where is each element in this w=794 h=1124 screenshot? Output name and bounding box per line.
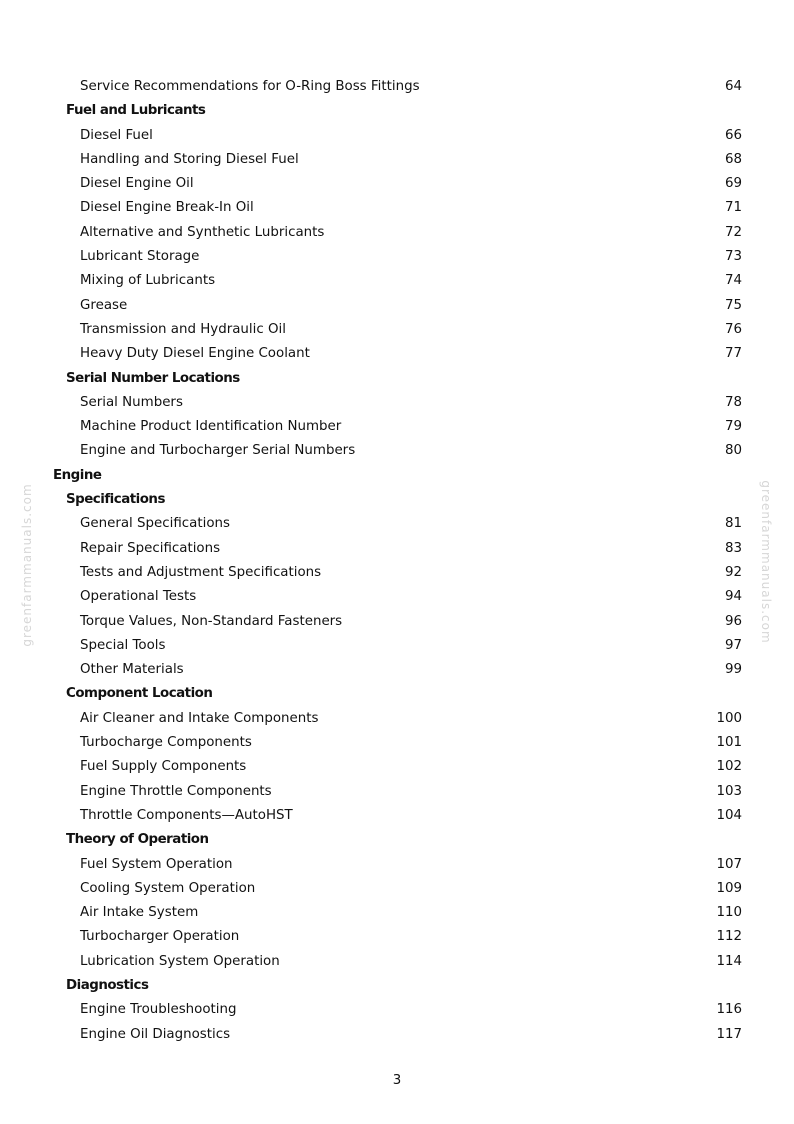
toc-page-number: 75 [724, 297, 742, 313]
toc-entry-title: Lubrication System Operation [80, 953, 280, 969]
toc-entry-title: Lubricant Storage [80, 249, 200, 265]
toc-entry-title: Service Recommendations for O-Ring Boss Fittings [80, 79, 420, 94]
toc-entry[interactable] [0, 245, 794, 269]
toc-page-number: 99 [724, 662, 742, 678]
toc-page-number: 100 [716, 710, 742, 726]
toc-page-number: 73 [724, 249, 742, 265]
toc-page-number: 102 [716, 759, 742, 775]
toc-entry[interactable] [0, 391, 794, 415]
toc-page-number: 116 [716, 1002, 742, 1018]
toc-page-number: 68 [724, 151, 742, 167]
toc-entry-title: Turbocharger Operation [80, 929, 240, 945]
watermark-left: greenfarmmanuals.com [20, 483, 34, 647]
toc-entry-title: Air Cleaner and Intake Components [80, 710, 319, 726]
toc-entry[interactable] [0, 221, 794, 245]
toc-entry-title: Specifications [66, 492, 165, 508]
toc-entry-title: Operational Tests [80, 589, 197, 605]
toc-entry-title: Serial Numbers [80, 394, 183, 410]
toc-entry-title: Torque Values, Non-Standard Fasteners [80, 613, 343, 629]
toc-page-number: 72 [724, 224, 742, 240]
toc-page-number: 80 [724, 443, 742, 459]
toc-entry[interactable] [0, 610, 794, 634]
toc-entry-title: Engine and Turbocharger Serial Numbers [80, 443, 356, 459]
toc-entry[interactable] [0, 901, 794, 925]
toc-entry-title: Diesel Engine Oil [80, 176, 194, 192]
toc-entry[interactable] [0, 755, 794, 779]
toc-entry[interactable] [0, 780, 794, 804]
toc-page-number: 107 [716, 856, 742, 872]
toc-page-number: 74 [724, 273, 742, 289]
toc-entry-title: Air Intake System [80, 905, 199, 921]
toc-entry[interactable] [0, 172, 794, 196]
toc-page-number: 78 [724, 394, 742, 410]
toc-entry-title: Diesel Fuel [80, 127, 153, 143]
toc-entry-title: Diagnostics [66, 977, 149, 993]
toc-page-number: 97 [724, 637, 742, 653]
toc-entry-title: Heavy Duty Diesel Engine Coolant [80, 346, 310, 362]
toc-entry-title: Engine Troubleshooting [80, 1002, 237, 1018]
toc-entry-title: Fuel Supply Components [80, 759, 247, 775]
toc-entry-title: Alternative and Synthetic Lubricants [80, 224, 325, 240]
toc-subsection[interactable] [0, 488, 794, 512]
toc-entry[interactable] [0, 634, 794, 658]
toc-page-number: 104 [716, 807, 742, 823]
toc-entry-title: Machine Product Identification Number [80, 419, 342, 435]
toc-section[interactable] [0, 464, 794, 488]
toc-entry[interactable] [0, 512, 794, 536]
toc-page-number: 76 [724, 321, 742, 337]
toc-page-number: 114 [716, 953, 742, 969]
toc-entry-title: Theory of Operation [66, 832, 209, 848]
toc-entry[interactable] [0, 1023, 794, 1047]
toc-entry-title: Engine [53, 467, 102, 483]
toc-page-number: 69 [724, 176, 742, 192]
toc-page-number: 92 [724, 564, 742, 580]
toc-entry[interactable] [0, 75, 794, 99]
toc-entry[interactable] [0, 148, 794, 172]
toc-entry-title: Transmission and Hydraulic Oil [80, 321, 286, 337]
toc-subsection[interactable] [0, 974, 794, 998]
toc-entry-title: Repair Specifications [80, 540, 221, 556]
toc-entry-title: Engine Oil Diagnostics [80, 1026, 231, 1042]
toc-entry-title: Cooling System Operation [80, 880, 256, 896]
toc-entry[interactable] [0, 269, 794, 293]
table-of-contents [0, 75, 794, 1047]
toc-page-number: 83 [724, 540, 742, 556]
toc-entry[interactable] [0, 342, 794, 366]
toc-page-number: 109 [716, 880, 742, 896]
toc-subsection[interactable] [0, 828, 794, 852]
toc-entry[interactable] [0, 925, 794, 949]
toc-entry[interactable] [0, 707, 794, 731]
toc-page-number: 79 [724, 419, 742, 435]
toc-page-number: 94 [724, 589, 742, 605]
toc-page-number: 81 [724, 516, 742, 532]
toc-entry-title: Turbocharge Components [80, 735, 252, 751]
toc-entry-title: Throttle Components—AutoHST [80, 807, 293, 823]
toc-subsection[interactable] [0, 682, 794, 706]
toc-page-number: 112 [716, 929, 742, 945]
toc-entry-title: Fuel System Operation [80, 856, 233, 872]
watermark-right: greenfarmmanuals.com [759, 480, 773, 644]
toc-entry[interactable] [0, 318, 794, 342]
toc-entry-title: Mixing of Lubricants [80, 273, 216, 289]
toc-entry[interactable] [0, 439, 794, 463]
toc-entry[interactable] [0, 294, 794, 318]
toc-entry-title: General Specifications [80, 516, 230, 532]
toc-entry[interactable] [0, 415, 794, 439]
toc-entry[interactable] [0, 731, 794, 755]
toc-subsection[interactable] [0, 367, 794, 391]
toc-page-number: 103 [716, 783, 742, 799]
toc-entry[interactable] [0, 998, 794, 1022]
toc-entry[interactable] [0, 877, 794, 901]
toc-subsection[interactable] [0, 99, 794, 123]
toc-entry[interactable] [0, 196, 794, 220]
toc-entry-title: Engine Throttle Components [80, 783, 272, 799]
toc-entry[interactable] [0, 585, 794, 609]
toc-entry[interactable] [0, 804, 794, 828]
page-number: 3 [392, 1073, 402, 1088]
toc-entry-title: Diesel Engine Break-In Oil [80, 200, 254, 216]
toc-entry-title: Fuel and Lubricants [66, 103, 206, 119]
toc-entry[interactable] [0, 124, 794, 148]
toc-entry[interactable] [0, 537, 794, 561]
toc-entry[interactable] [0, 658, 794, 682]
toc-page-number: 101 [716, 735, 742, 751]
toc-page-number: 110 [716, 905, 742, 921]
toc-entry-title: Serial Number Locations [66, 370, 240, 386]
toc-page-number: 64 [724, 79, 742, 94]
toc-page-number: 96 [724, 613, 742, 629]
toc-entry[interactable] [0, 853, 794, 877]
toc-entry-title: Tests and Adjustment Specifications [80, 564, 322, 580]
toc-entry-title: Other Materials [80, 662, 184, 678]
toc-page-number: 77 [724, 346, 742, 362]
toc-entry[interactable] [0, 950, 794, 974]
toc-entry-title: Component Location [66, 686, 213, 702]
toc-page-number: 117 [716, 1026, 742, 1042]
toc-entry[interactable] [0, 561, 794, 585]
toc-page-number: 66 [724, 127, 742, 143]
toc-page-number: 71 [724, 200, 742, 216]
toc-entry-title: Special Tools [80, 637, 166, 653]
toc-entry-title: Grease [80, 297, 128, 313]
toc-entry-title: Handling and Storing Diesel Fuel [80, 151, 299, 167]
